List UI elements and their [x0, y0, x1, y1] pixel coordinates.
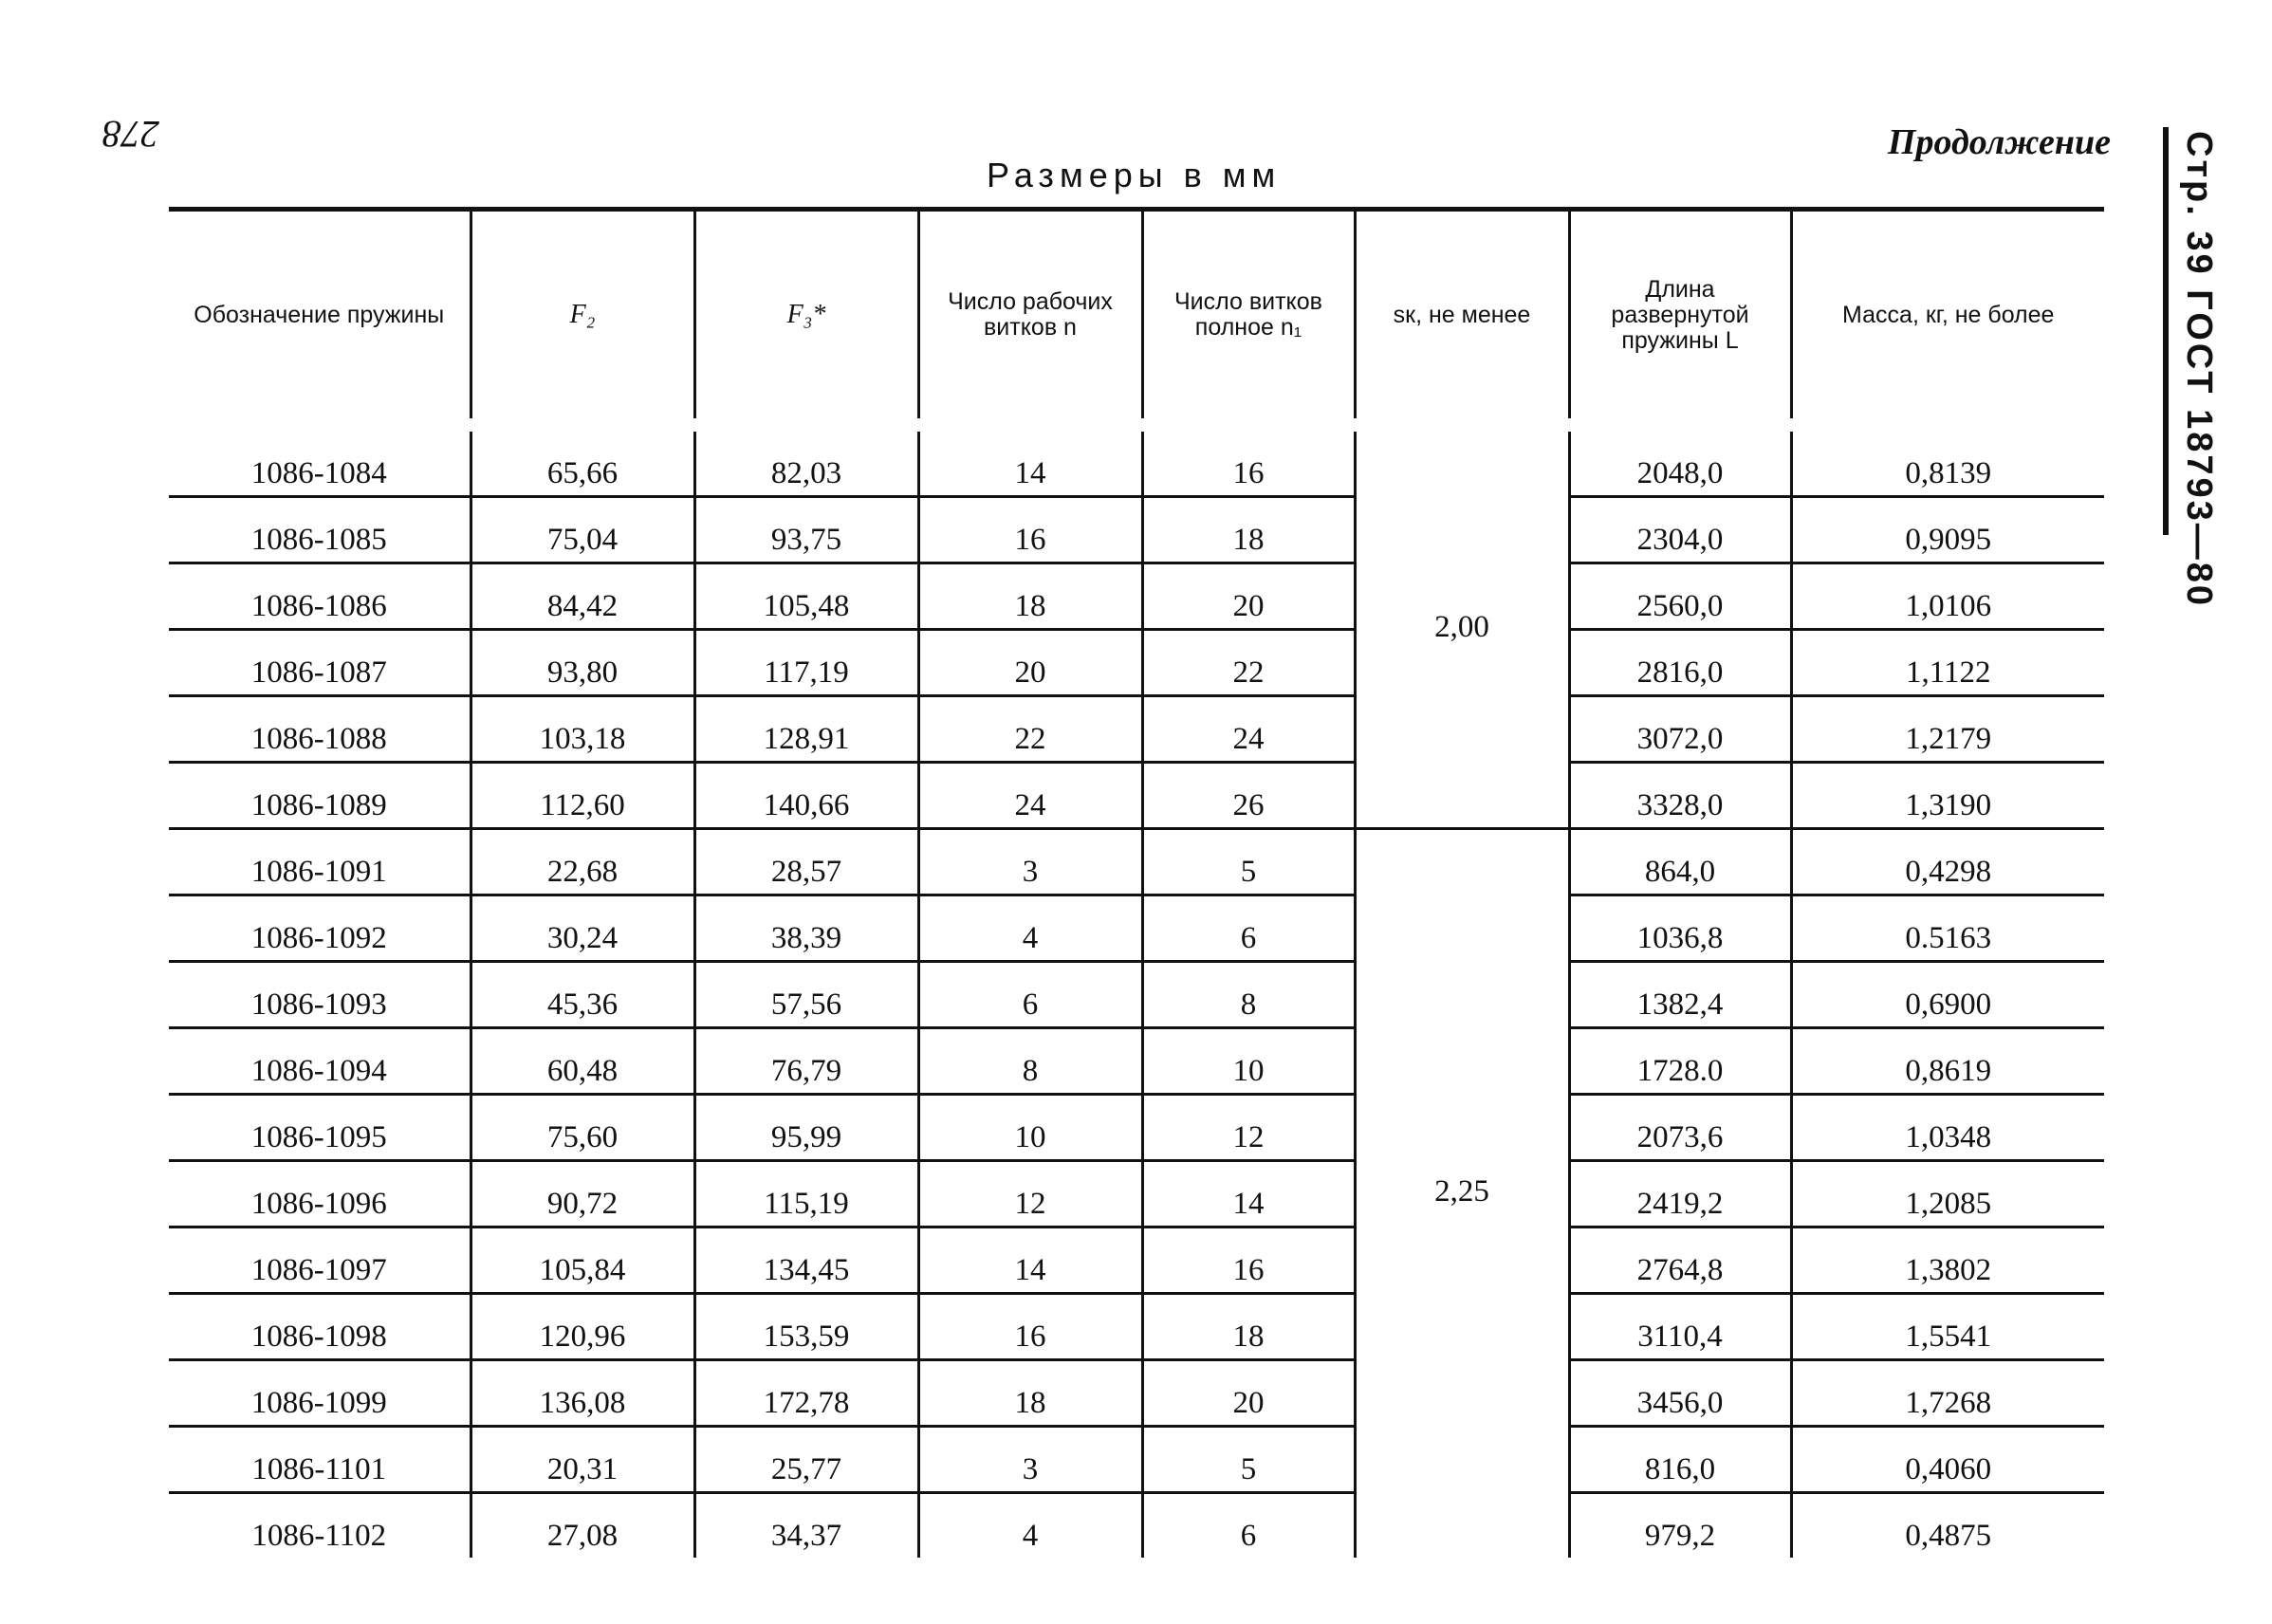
f3-cell: 82,03: [694, 425, 918, 497]
table-row: [169, 895, 2104, 962]
total-turns-cell: 20: [1142, 1360, 1355, 1427]
designation-cell: 1086-1101: [169, 1427, 471, 1493]
header-mass: Масса, кг, не более: [1791, 210, 2104, 426]
total-turns-cell: 20: [1142, 563, 1355, 630]
working-turns-cell: 24: [918, 763, 1142, 829]
f2-cell: 75,60: [471, 1095, 694, 1161]
working-turns-cell: 18: [918, 563, 1142, 630]
designation-cell: 1086-1092: [169, 895, 471, 962]
mass-cell: 1,2085: [1791, 1161, 2104, 1227]
working-turns-cell: 10: [918, 1095, 1142, 1161]
designation-cell: 1086-1088: [169, 696, 471, 763]
length-cell: 3072,0: [1569, 696, 1791, 763]
working-turns-cell: 20: [918, 630, 1142, 696]
table-row: [169, 563, 2104, 630]
designation-cell: 1086-1099: [169, 1360, 471, 1427]
total-turns-cell: 5: [1142, 1427, 1355, 1493]
length-cell: 979,2: [1569, 1493, 1791, 1559]
table-row: [169, 1161, 2104, 1227]
designation-cell: 1086-1097: [169, 1227, 471, 1294]
header-total-turns: Число витков полное n₁: [1142, 210, 1355, 426]
f3-cell: 153,59: [694, 1294, 918, 1360]
working-turns-cell: 12: [918, 1161, 1142, 1227]
working-turns-cell: 4: [918, 1493, 1142, 1559]
f3-cell: 105,48: [694, 563, 918, 630]
mass-cell: 1,3190: [1791, 763, 2104, 829]
designation-cell: 1086-1094: [169, 1028, 471, 1095]
f3-cell: 134,45: [694, 1227, 918, 1294]
header-f3: [694, 210, 918, 426]
working-turns-cell: 16: [918, 1294, 1142, 1360]
table-row: [169, 1360, 2104, 1427]
f2-cell: 22,68: [471, 829, 694, 895]
total-turns-cell: 5: [1142, 829, 1355, 895]
mass-cell: 1,7268: [1791, 1360, 2104, 1427]
f3-cell: 128,91: [694, 696, 918, 763]
designation-cell: 1086-1089: [169, 763, 471, 829]
mass-cell: 0,9095: [1791, 497, 2104, 563]
table-row: [169, 1427, 2104, 1493]
f3-cell: 34,37: [694, 1493, 918, 1559]
mass-cell: 1,0106: [1791, 563, 2104, 630]
designation-cell: 1086-1098: [169, 1294, 471, 1360]
total-turns-cell: 6: [1142, 895, 1355, 962]
side-header: Стр. 39 ГОСТ 18793—80: [2179, 131, 2219, 609]
mass-cell: 0,4298: [1791, 829, 2104, 895]
mass-cell: 1,5541: [1791, 1294, 2104, 1360]
f2-cell: 75,04: [471, 497, 694, 563]
total-turns-cell: 16: [1142, 1227, 1355, 1294]
f2-cell: 20,31: [471, 1427, 694, 1493]
sk-cell: 2,00: [1355, 425, 1569, 829]
f2-cell: 60,48: [471, 1028, 694, 1095]
mass-cell: 1,0348: [1791, 1095, 2104, 1161]
length-cell: 864,0: [1569, 829, 1791, 895]
mass-cell: 0,4875: [1905, 1519, 1992, 1553]
f3-cell: 95,99: [694, 1095, 918, 1161]
f2-cell: 90,72: [471, 1161, 694, 1227]
f3-cell: 57,56: [694, 962, 918, 1028]
header-working-turns: Число рабочих витков n: [918, 210, 1142, 426]
designation-cell: 1086-1093: [169, 962, 471, 1028]
designation-cell: 1086-1087: [169, 630, 471, 696]
f2-cell: 112,60: [471, 763, 694, 829]
table-row: [169, 425, 2104, 497]
designation-cell: 1086-1096: [169, 1161, 471, 1227]
working-turns-cell: 4: [918, 895, 1142, 962]
length-cell: 3328,0: [1569, 763, 1791, 829]
f2-cell: 84,42: [471, 563, 694, 630]
length-cell: 1382,4: [1569, 962, 1791, 1028]
working-turns-cell: 16: [918, 497, 1142, 563]
total-turns-cell: 14: [1142, 1161, 1355, 1227]
spring-table-container: [169, 207, 2104, 1558]
working-turns-cell: 8: [918, 1028, 1142, 1095]
f2-cell: 105,84: [471, 1227, 694, 1294]
length-cell: 2419,2: [1569, 1161, 1791, 1227]
designation-cell: 1086-1084: [169, 425, 471, 497]
f3-cell: 172,78: [694, 1360, 918, 1427]
f2-cell: 93,80: [471, 630, 694, 696]
table-row: [169, 1493, 2104, 1559]
header-f2: [471, 210, 694, 426]
f2-cell: 30,24: [471, 895, 694, 962]
table-row: [169, 1028, 2104, 1095]
table-row: [169, 763, 2104, 829]
length-cell: 2048,0: [1569, 425, 1791, 497]
total-turns-cell: 18: [1142, 497, 1355, 563]
designation-cell: 1086-1095: [169, 1095, 471, 1161]
working-turns-cell: 22: [918, 696, 1142, 763]
table-row: [169, 696, 2104, 763]
f3-cell: 38,39: [694, 895, 918, 962]
table-row: [169, 1095, 2104, 1161]
length-cell: 1036,8: [1569, 895, 1791, 962]
length-cell: 2073,6: [1569, 1095, 1791, 1161]
table-row: [169, 962, 2104, 1028]
mass-cell: 0,6900: [1791, 962, 2104, 1028]
designation-cell: 1086-1091: [169, 829, 471, 895]
length-cell: 3110,4: [1569, 1294, 1791, 1360]
length-cell: 1728.0: [1569, 1028, 1791, 1095]
working-turns-cell: 18: [918, 1360, 1142, 1427]
table-row: [169, 1227, 2104, 1294]
length-cell: 2560,0: [1569, 563, 1791, 630]
designation-cell: 1086-1102: [169, 1493, 471, 1559]
working-turns-cell: 3: [918, 1427, 1142, 1493]
f3-cell: 28,57: [694, 829, 918, 895]
length-cell: 3456,0: [1569, 1360, 1791, 1427]
working-turns-cell: 14: [918, 1227, 1142, 1294]
table-row: [169, 1294, 2104, 1360]
mass-cell: 0,8139: [1791, 425, 2104, 497]
header-designation: Обозначение пружины: [169, 210, 471, 426]
f3-cell: 93,75: [694, 497, 918, 563]
working-turns-cell: 6: [918, 962, 1142, 1028]
total-turns-cell: 22: [1142, 630, 1355, 696]
f2-cell: 136,08: [471, 1360, 694, 1427]
table-header-row: [169, 210, 2104, 426]
length-cell: 2816,0: [1569, 630, 1791, 696]
working-turns-cell: 14: [918, 425, 1142, 497]
f3-cell: 115,19: [694, 1161, 918, 1227]
f3-cell: 25,77: [694, 1427, 918, 1493]
header-f3-label: F₃*: [786, 300, 826, 329]
total-turns-cell: 24: [1142, 696, 1355, 763]
continuation-label: Продолжение: [1887, 122, 2111, 162]
total-turns-cell: 12: [1142, 1095, 1355, 1161]
length-cell: 816,0: [1569, 1427, 1791, 1493]
f3-cell: 117,19: [694, 630, 918, 696]
header-length: Длина развернутой пружины L: [1569, 210, 1791, 426]
total-turns-cell: 16: [1142, 425, 1355, 497]
side-header-rule: [2163, 127, 2169, 535]
table-caption: Размеры в мм: [987, 156, 1282, 194]
f2-cell: 103,18: [471, 696, 694, 763]
total-turns-cell: 10: [1142, 1028, 1355, 1095]
page-number: 278: [102, 113, 159, 156]
f2-cell: 120,96: [471, 1294, 694, 1360]
f3-cell: 76,79: [694, 1028, 918, 1095]
length-cell: 2304,0: [1569, 497, 1791, 563]
working-turns-cell: 3: [918, 829, 1142, 895]
mass-cell: 0,8619: [1791, 1028, 2104, 1095]
total-turns-cell: 26: [1142, 763, 1355, 829]
total-turns-cell: 6: [1142, 1493, 1355, 1559]
length-cell: 2764,8: [1569, 1227, 1791, 1294]
designation-cell: 1086-1085: [169, 497, 471, 563]
table-row: [169, 829, 2104, 895]
f3-cell: 140,66: [694, 763, 918, 829]
mass-cell: 1,2179: [1791, 696, 2104, 763]
mass-cell: 1,3802: [1791, 1227, 2104, 1294]
table-row: [169, 630, 2104, 696]
mass-cell: 0,4060: [1791, 1427, 2104, 1493]
total-turns-cell: 18: [1142, 1294, 1355, 1360]
header-f2-label: F₂: [569, 300, 596, 329]
table-body: [169, 425, 2104, 1558]
sk-cell: 2,25: [1355, 829, 1569, 1559]
mass-cell: 1,1122: [1791, 630, 2104, 696]
total-turns-cell: 8: [1142, 962, 1355, 1028]
mass-cell: 0.5163: [1791, 895, 2104, 962]
f2-cell: 27,08: [471, 1493, 694, 1559]
f2-cell: 45,36: [471, 962, 694, 1028]
table-row: [169, 497, 2104, 563]
designation-cell: 1086-1086: [169, 563, 471, 630]
f2-cell: 65,66: [471, 425, 694, 497]
spring-table: [169, 207, 2104, 1558]
header-sk: sк, не менее: [1355, 210, 1569, 426]
